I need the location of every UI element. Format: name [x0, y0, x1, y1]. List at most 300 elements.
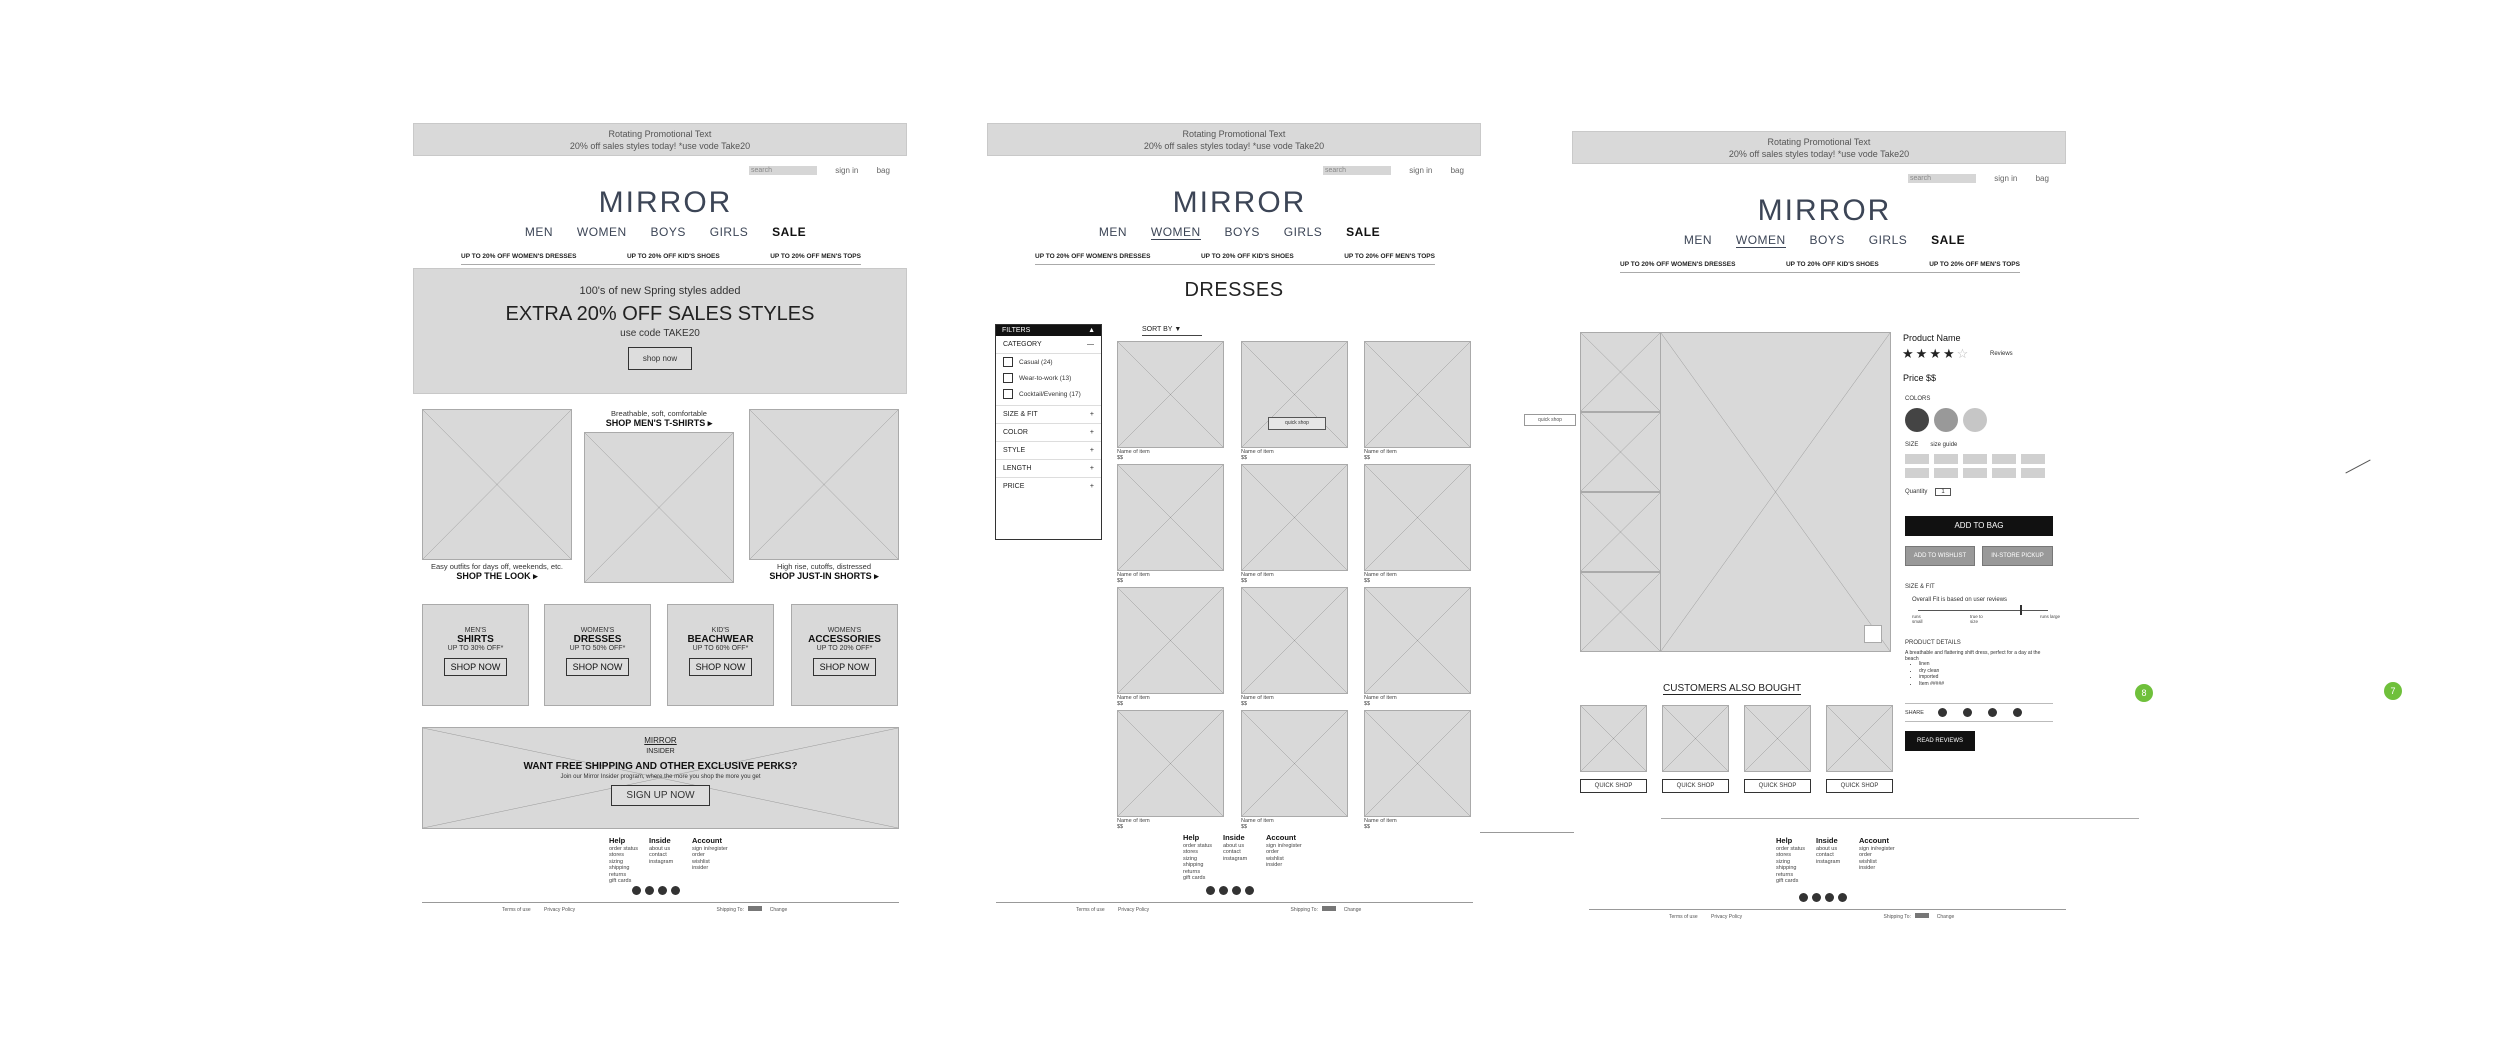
promo-line-2: 20% off sales styles today! *use vode Take20 [569, 141, 751, 151]
marker-7[interactable]: 7 [2384, 682, 2402, 700]
star-icon[interactable]: ★ [1942, 346, 1955, 361]
social-icon[interactable] [1825, 893, 1834, 902]
social-icons [632, 886, 680, 895]
footer-inside-title: Inside [649, 836, 671, 845]
category-shop-now-4[interactable]: SHOP NOW [813, 658, 877, 676]
subnav-link-1[interactable]: UP TO 20% OFF WOMEN'S DRESSES [461, 253, 577, 260]
details-text: A breathable and flattering shift dress, perfect for a day at the beach [1905, 650, 2041, 662]
star-icon[interactable]: ★ [1915, 346, 1928, 361]
footer-link[interactable]: order [1859, 852, 1872, 858]
legal-bar [996, 902, 1473, 913]
product-card-name: Name of item [1117, 818, 1150, 824]
footer-link[interactable]: returns [1183, 868, 1201, 875]
product-image[interactable] [1364, 341, 1471, 448]
product-card-price: $$ [1241, 824, 1248, 830]
footer-link[interactable]: shipping [1183, 862, 1204, 868]
facebook-icon[interactable] [1963, 708, 1972, 717]
detail-item: • imported [1919, 674, 1944, 681]
sort-by-dropdown[interactable] [1142, 326, 1202, 336]
nav-boys[interactable]: BOYS [1809, 233, 1845, 247]
terms-link[interactable]: Terms of use [502, 907, 531, 913]
feature-image-3[interactable] [749, 409, 899, 560]
sign-in-link[interactable]: sign in [1994, 174, 2018, 183]
product-name: Product Name [1903, 333, 1961, 343]
details-list [1905, 661, 1944, 687]
also-bought-image[interactable] [1580, 705, 1647, 772]
hero-code: use code TAKE20 [620, 328, 700, 339]
details-label: PRODUCT DETAILS [1905, 640, 1961, 646]
utility-bar [1908, 174, 2049, 183]
footer-help-title: Help [1776, 836, 1793, 845]
social-icon[interactable] [671, 886, 680, 895]
fit-label: SIZE & FIT [1905, 584, 1935, 590]
footer-account [692, 838, 728, 872]
promo-line-1: Rotating Promotional Text [608, 129, 712, 139]
footer-link[interactable]: returns [1776, 871, 1794, 878]
nav-women[interactable]: WOMEN [1735, 233, 1786, 247]
legal-bar [1589, 909, 2066, 920]
product-card-price: $$ [1364, 824, 1371, 830]
footer-link[interactable]: gift cards [1183, 875, 1206, 881]
footer-link[interactable]: order [1266, 849, 1279, 855]
filters-label: FILTERS [1002, 327, 1031, 334]
hero-shop-now-button[interactable]: shop now [628, 347, 692, 370]
nav-sale[interactable]: SALE [1346, 225, 1381, 239]
product-image[interactable] [1117, 341, 1224, 448]
product-card-name: Name of item [1117, 572, 1150, 578]
quick-shop-button[interactable]: QUICK SHOP [1744, 779, 1811, 793]
promo-bar [1572, 131, 2066, 164]
star-icon[interactable]: ★ [1929, 346, 1941, 361]
also-bought-image[interactable] [1744, 705, 1811, 772]
product-card-label[interactable] [1117, 572, 1150, 584]
checkbox[interactable] [1003, 389, 1013, 399]
feature-cta-2[interactable]: SHOP MEN'S T-SHIRTS ▸ [605, 418, 713, 428]
footer-link[interactable]: stores [1183, 849, 1198, 855]
sort-label: SORT BY [1142, 326, 1173, 333]
footer-link[interactable]: about us [649, 845, 671, 852]
filter-color[interactable] [996, 424, 1101, 442]
quick-shop-button[interactable]: QUICK SHOP [1826, 779, 1893, 793]
add-to-wishlist-button[interactable]: ADD TO WISHLIST [1905, 546, 1975, 566]
bag-link[interactable]: bag [876, 166, 890, 175]
feature-caption-1 [422, 562, 572, 582]
footer-link[interactable]: instagram [1816, 858, 1841, 865]
insider-headline: WANT FREE SHIPPING AND OTHER EXCLUSIVE PERKS? [523, 761, 798, 772]
footer-link[interactable]: wishlist [1859, 858, 1877, 865]
promo-line-2: 20% off sales styles today! *use vode Take20 [1728, 149, 1910, 159]
product-card-label[interactable] [1241, 572, 1274, 584]
flag-icon [748, 906, 762, 911]
footer-link[interactable]: insider [692, 865, 709, 871]
hero-headline: EXTRA 20% OFF SALES STYLES [505, 303, 815, 325]
size-option[interactable] [1992, 454, 2016, 464]
subnav-link-2[interactable]: UP TO 20% OFF KID'S SHOES [626, 253, 720, 260]
annotation-line [2345, 459, 2370, 473]
filter-style[interactable] [996, 442, 1101, 460]
size-option[interactable] [1934, 454, 1958, 464]
utility-bar [749, 166, 890, 175]
footer-inside [649, 838, 673, 865]
size-option[interactable] [1992, 468, 2016, 478]
footer-link[interactable]: contact [649, 852, 667, 858]
footer-help [1183, 835, 1212, 882]
checkbox[interactable] [1003, 357, 1013, 367]
footer-link[interactable]: gift cards [1776, 878, 1799, 884]
category-sub-2: UP TO 50% OFF* [569, 645, 626, 652]
nav-women[interactable]: WOMEN [576, 225, 627, 239]
category-tile-2[interactable] [544, 604, 651, 706]
category-top-3: KID'S [711, 627, 730, 634]
category-name-3: BEACHWEAR [687, 634, 754, 645]
footer-link[interactable]: instagram [1223, 855, 1248, 862]
sub-nav [1035, 253, 1435, 265]
fit-scale-large: runs large [2040, 614, 2061, 619]
footer-link[interactable]: shipping [1776, 865, 1797, 871]
product-card-name: Name of item [1241, 818, 1274, 824]
footer-link[interactable]: returns [609, 871, 627, 878]
footer-account-title: Account [1266, 833, 1296, 842]
sub-nav [461, 253, 861, 265]
product-image[interactable] [1241, 587, 1348, 694]
social-icon[interactable] [632, 886, 641, 895]
logo[interactable]: MIRROR [1757, 194, 1892, 227]
fit-slider-track [1918, 610, 2048, 611]
sign-in-link[interactable]: sign in [835, 166, 859, 175]
filter-option[interactable] [996, 370, 1101, 386]
nav-sale[interactable]: SALE [1931, 233, 1966, 247]
product-image[interactable] [1364, 710, 1471, 817]
filter-group-label: COLOR [1003, 429, 1028, 436]
category-name-1: SHIRTS [457, 634, 494, 645]
subnav-link-2[interactable]: UP TO 20% OFF KID'S SHOES [1785, 261, 1879, 268]
logo[interactable]: MIRROR [598, 186, 733, 219]
category-sub-1: UP TO 30% OFF* [447, 645, 504, 652]
nav-men[interactable]: MEN [1683, 233, 1713, 247]
feature-image-1[interactable] [422, 409, 572, 560]
filters-header[interactable] [996, 325, 1101, 336]
feature-small-3: High rise, cutoffs, distressed [776, 562, 872, 571]
size-option[interactable] [1934, 468, 1958, 478]
thumbnail-image[interactable] [1580, 572, 1661, 652]
category-tile-1[interactable] [422, 604, 529, 706]
category-tile-4[interactable] [791, 604, 898, 706]
product-card-price: $$ [1364, 455, 1371, 461]
product-image[interactable] [1364, 587, 1471, 694]
product-image[interactable] [1117, 710, 1224, 817]
nav-boys[interactable]: BOYS [1224, 225, 1260, 239]
terms-link[interactable]: Terms of use [1669, 914, 1698, 920]
quantity-select[interactable]: 1 [1935, 488, 1951, 496]
product-card-label[interactable] [1241, 449, 1274, 461]
footer-link[interactable]: wishlist [692, 858, 710, 865]
nav-girls[interactable]: GIRLS [1283, 225, 1323, 239]
quick-shop-button[interactable]: QUICK SHOP [1580, 779, 1647, 793]
filter-option-label: Cocktail/Evening (17) [1019, 390, 1081, 398]
shipping-label: Shipping To: [716, 907, 744, 913]
privacy-link[interactable]: Privacy Policy [544, 907, 576, 913]
change-link[interactable]: Change [1936, 914, 1955, 920]
nav-men[interactable]: MEN [1098, 225, 1128, 239]
feature-caption-2 [584, 409, 734, 429]
email-icon[interactable] [2013, 708, 2022, 717]
feature-image-2[interactable] [584, 432, 734, 583]
bag-link[interactable]: bag [2035, 174, 2049, 183]
nav-girls[interactable]: GIRLS [709, 225, 749, 239]
footer-divider [1661, 818, 2139, 819]
nav-sale[interactable]: SALE [772, 225, 807, 239]
flag-icon [1915, 913, 1929, 918]
product-card-price: $$ [1364, 578, 1371, 584]
star-icon[interactable]: ★ [1902, 346, 1914, 361]
product-card-label[interactable] [1364, 572, 1397, 584]
footer-link[interactable]: order [692, 852, 705, 858]
product-card-price: $$ [1117, 701, 1124, 707]
product-card-price: $$ [1117, 578, 1124, 584]
footer-link[interactable]: insider [1266, 862, 1283, 868]
footer-link[interactable]: sizing [1183, 855, 1198, 862]
nav-girls[interactable]: GIRLS [1868, 233, 1908, 247]
detail-item: • dry clean [1919, 668, 1944, 675]
category-name-2: DRESSES [573, 634, 622, 645]
filter-option-label: Wear-to-work (13) [1019, 374, 1072, 382]
promo-line-1: Rotating Promotional Text [1182, 129, 1286, 139]
size-option[interactable] [2021, 454, 2045, 464]
marker-8[interactable]: 8 [2135, 684, 2153, 702]
rating-stars[interactable] [1902, 345, 1970, 363]
shipping-label: Shipping To: [1883, 914, 1911, 920]
terms-link[interactable]: Terms of use [1076, 907, 1105, 913]
footer-link[interactable]: sign in/register [1859, 845, 1895, 852]
footer-link[interactable]: stores [609, 852, 624, 858]
search-input[interactable]: search [1908, 174, 1976, 183]
filter-option[interactable] [996, 354, 1101, 370]
promo-bar [413, 123, 907, 156]
detail-item: • linen [1919, 661, 1944, 668]
reviews-link[interactable]: Reviews [1990, 351, 2013, 357]
subnav-link-3[interactable]: UP TO 20% OFF MEN'S TOPS [770, 253, 861, 260]
zoom-icon[interactable] [1864, 625, 1882, 643]
footer-link[interactable]: insider [1859, 865, 1876, 871]
quantity-label-text: Quantity [1905, 489, 1928, 495]
nav-boys[interactable]: BOYS [650, 225, 686, 239]
insider-sign-up-button[interactable]: SIGN UP NOW [611, 785, 709, 806]
thumbnail-image[interactable] [1580, 332, 1661, 412]
fit-slider-marker [2020, 605, 2022, 615]
product-main-image[interactable] [1660, 332, 1891, 652]
category-shop-now-2[interactable]: SHOP NOW [566, 658, 630, 676]
filter-option-label: Casual (24) [1019, 358, 1053, 366]
plus-icon: + [1089, 429, 1094, 436]
insider-label: INSIDER [646, 748, 675, 755]
filter-group-label: STYLE [1003, 447, 1026, 454]
add-to-bag-button[interactable]: ADD TO BAG [1905, 516, 2053, 536]
size-option[interactable] [1905, 468, 1929, 478]
promo-line-1: Rotating Promotional Text [1767, 137, 1871, 147]
star-icon[interactable]: ☆ [1956, 346, 1969, 361]
footer-link[interactable]: wishlist [1266, 855, 1284, 862]
footer-link[interactable]: order status [1183, 842, 1213, 849]
checkbox[interactable] [1003, 373, 1013, 383]
colors-label: COLORS [1905, 396, 1931, 402]
footer-link[interactable]: contact [1223, 849, 1241, 855]
in-store-pickup-button[interactable]: IN-STORE PICKUP [1982, 546, 2053, 566]
feature-small-1: Easy outfits for days off, weekends, etc. [430, 562, 563, 571]
social-icon[interactable] [645, 886, 654, 895]
footer-link[interactable]: about us [1816, 845, 1838, 852]
footer-link[interactable]: gift cards [609, 878, 632, 884]
change-link[interactable]: Change [769, 907, 788, 913]
privacy-link[interactable]: Privacy Policy [1118, 907, 1150, 913]
logo[interactable]: MIRROR [1172, 186, 1307, 219]
product-card-label[interactable] [1364, 695, 1397, 707]
footer-link[interactable]: shipping [609, 865, 630, 871]
product-card-label[interactable] [1117, 449, 1150, 461]
footer-account-title: Account [1859, 836, 1889, 845]
product-image[interactable] [1241, 710, 1348, 817]
size-option[interactable] [1963, 468, 1987, 478]
footer-inside [1223, 835, 1247, 862]
sign-in-link[interactable]: sign in [1409, 166, 1433, 175]
category-top-4: WOMEN'S [827, 627, 862, 634]
quick-shop-tag: quick shop [1524, 414, 1576, 426]
product-card-label[interactable] [1364, 449, 1397, 461]
filter-length[interactable] [996, 460, 1101, 478]
product-card-price: $$ [1117, 824, 1124, 830]
product-card-name: Name of item [1364, 818, 1397, 824]
size-guide-link[interactable]: size guide [1930, 442, 1958, 448]
feature-small-2: Breathable, soft, comfortable [611, 409, 707, 418]
insider-sub: Join our Mirror Insider program, where the more you shop the more you get [560, 774, 761, 780]
feature-cta-1[interactable]: SHOP THE LOOK ▸ [456, 571, 538, 581]
main-nav [987, 225, 1492, 239]
product-image[interactable] [1117, 464, 1224, 571]
product-image[interactable] [1241, 464, 1348, 571]
plus-icon: + [1089, 447, 1094, 454]
category-shop-now-3[interactable]: SHOP NOW [689, 658, 753, 676]
nav-women[interactable]: WOMEN [1150, 225, 1201, 239]
product-card-name: Name of item [1241, 695, 1274, 701]
product-card-label[interactable] [1241, 818, 1274, 830]
social-icon[interactable] [1245, 886, 1254, 895]
subnav-link-3[interactable]: UP TO 20% OFF MEN'S TOPS [1344, 253, 1435, 260]
color-swatch-dark[interactable] [1905, 408, 1929, 432]
also-bought-image[interactable] [1826, 705, 1893, 772]
filter-category[interactable] [996, 336, 1101, 354]
search-input[interactable]: search [749, 166, 817, 175]
footer-link[interactable]: order status [609, 845, 639, 852]
filter-group-label: PRICE [1003, 483, 1025, 490]
social-icon[interactable] [1232, 886, 1241, 895]
feature-cta-3[interactable]: SHOP JUST-IN SHORTS ▸ [769, 571, 879, 581]
subnav-link-1[interactable]: UP TO 20% OFF WOMEN'S DRESSES [1035, 253, 1151, 260]
product-card-label[interactable] [1364, 818, 1397, 830]
size-option[interactable] [1905, 454, 1929, 464]
footer-help-title: Help [1183, 833, 1200, 842]
footer-link[interactable]: order status [1776, 845, 1806, 852]
social-icon[interactable] [1206, 886, 1215, 895]
subnav-link-3[interactable]: UP TO 20% OFF MEN'S TOPS [1929, 261, 2020, 268]
color-swatch-light[interactable] [1963, 408, 1987, 432]
product-image[interactable] [1117, 587, 1224, 694]
fit-text: Overall Fit is based on user reviews [1912, 597, 2008, 603]
social-icon[interactable] [658, 886, 667, 895]
fit-scale-small: runs small [1912, 614, 1923, 624]
filter-option[interactable] [996, 386, 1101, 406]
social-icon[interactable] [1812, 893, 1821, 902]
hero-line-1: 100's of new Spring styles added [579, 285, 741, 297]
color-swatch-mid[interactable] [1934, 408, 1958, 432]
page-title: DRESSES [1184, 279, 1284, 301]
minus-icon: — [1087, 341, 1094, 348]
also-bought-image[interactable] [1662, 705, 1729, 772]
product-card-price: $$ [1364, 701, 1371, 707]
footer-link[interactable]: contact [1816, 852, 1834, 858]
caret-down-icon: ▼ [1174, 326, 1182, 333]
product-image[interactable] [1241, 341, 1348, 448]
thumbnail-image[interactable] [1580, 412, 1661, 492]
quick-shop-button[interactable]: QUICK SHOP [1662, 779, 1729, 793]
read-reviews-button[interactable]: READ REVIEWS [1905, 731, 1975, 751]
product-card-label[interactable] [1117, 695, 1150, 707]
social-icons [1799, 893, 1847, 902]
filters-panel [995, 324, 1102, 540]
social-icon[interactable] [1838, 893, 1847, 902]
size-option[interactable] [2021, 468, 2045, 478]
footer-link[interactable]: sizing [1776, 858, 1791, 865]
size-option[interactable] [1963, 454, 1987, 464]
quick-shop-button[interactable]: quick shop [1268, 417, 1326, 430]
product-price: Price $$ [1903, 373, 1937, 383]
search-input[interactable]: search [1323, 166, 1391, 175]
footer-link[interactable]: stores [1776, 852, 1791, 858]
product-card-label[interactable] [1117, 818, 1150, 830]
filter-price[interactable] [996, 478, 1101, 495]
product-card-price: $$ [1241, 455, 1248, 461]
subnav-link-2[interactable]: UP TO 20% OFF KID'S SHOES [1200, 253, 1294, 260]
social-icon[interactable] [1799, 893, 1808, 902]
product-card-label[interactable] [1241, 695, 1274, 707]
collapse-icon[interactable]: ▲ [1088, 327, 1095, 334]
pinterest-icon[interactable] [1938, 708, 1947, 717]
product-image[interactable] [1364, 464, 1471, 571]
subnav-link-1[interactable]: UP TO 20% OFF WOMEN'S DRESSES [1620, 261, 1736, 268]
nav-men[interactable]: MEN [524, 225, 554, 239]
privacy-link[interactable]: Privacy Policy [1711, 914, 1743, 920]
change-link[interactable]: Change [1343, 907, 1362, 913]
shipping-label: Shipping To: [1290, 907, 1318, 913]
filter-group-label: SIZE & FIT [1003, 411, 1038, 418]
footer-link[interactable]: sizing [609, 858, 624, 865]
filter-size[interactable] [996, 406, 1101, 424]
social-icon[interactable] [1219, 886, 1228, 895]
bag-link[interactable]: bag [1450, 166, 1464, 175]
footer-link[interactable]: sign in/register [692, 845, 728, 852]
footer-inside-title: Inside [1223, 833, 1245, 842]
footer-link[interactable]: sign in/register [1266, 842, 1302, 849]
thumbnail-image[interactable] [1580, 492, 1661, 572]
footer-link[interactable]: about us [1223, 842, 1245, 849]
instagram-icon[interactable] [1988, 708, 1997, 717]
footer-inside-title: Inside [1816, 836, 1838, 845]
promo-line-2: 20% off sales styles today! *use vode Take20 [1143, 141, 1325, 151]
hero-banner [413, 268, 907, 394]
footer-link[interactable]: instagram [649, 858, 674, 865]
product-card-price: $$ [1117, 455, 1124, 461]
footer-account-title: Account [692, 836, 722, 845]
category-shop-now-1[interactable]: SHOP NOW [444, 658, 508, 676]
category-tile-3[interactable] [667, 604, 774, 706]
